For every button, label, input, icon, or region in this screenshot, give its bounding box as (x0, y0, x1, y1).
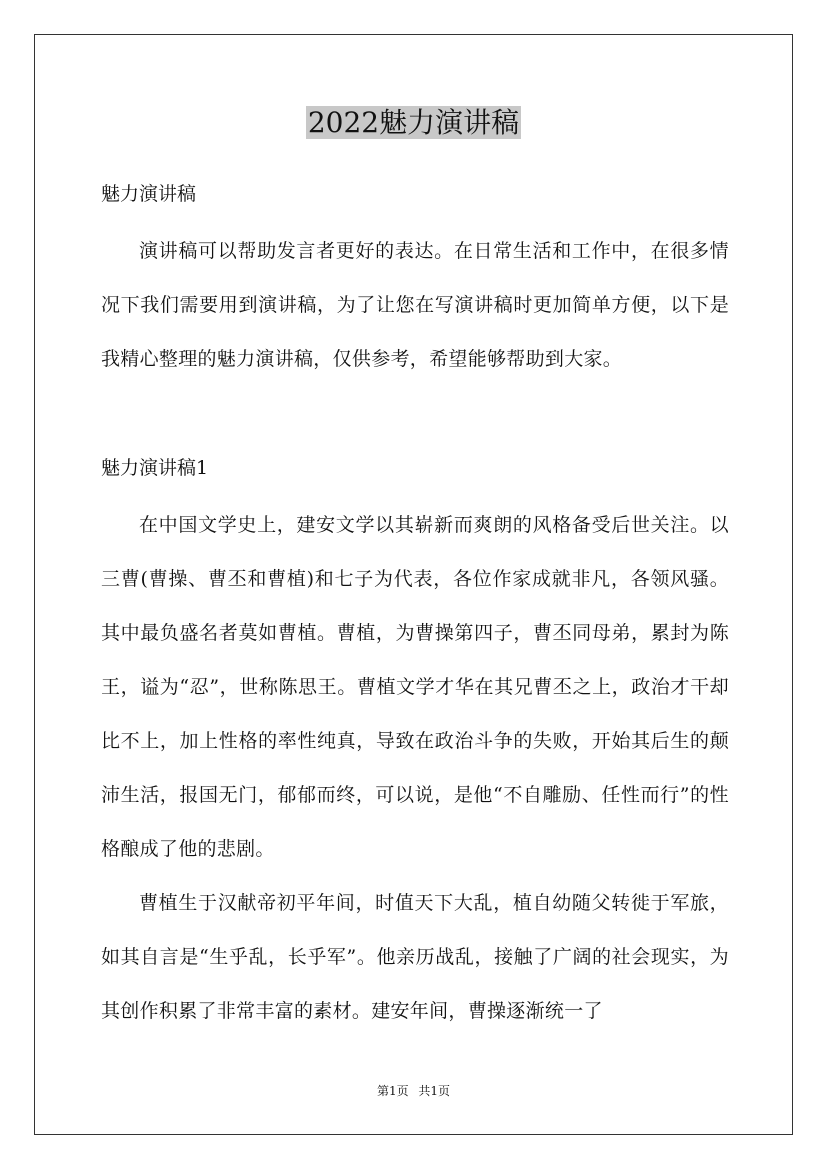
document-subtitle: 魅力演讲稿 (101, 183, 197, 205)
spacer (101, 386, 729, 446)
document-title (0, 103, 827, 143)
spacer (101, 490, 729, 498)
page-number: 第1页 (376, 1084, 409, 1098)
intro-paragraph: 演讲稿可以帮助发言者更好的表达。在日常生活和工作中，在很多情况下我们需要用到演讲稿，为了让您在写演讲稿时更加简单方便，以下是我精心整理的魅力演讲稿，仅供参考，希望能够帮助到大家。 (101, 240, 729, 370)
spacer (101, 216, 729, 224)
page-total: 共1页 (418, 1084, 451, 1098)
section-heading: 魅力演讲稿1 (101, 457, 209, 479)
body-paragraph: 曹植生于汉献帝初平年间，时值天下大乱，植自幼随父转徙于军旅，如其自言是“生乎乱，长乎军”。他亲历战乱，接触了广阔的社会现实，为其创作积累了非常丰富的素材。建安年间，曹操逐渐统一了 (101, 892, 729, 1022)
document-body (101, 172, 729, 1038)
document-title-text: 2022魅力演讲稿 (307, 106, 520, 139)
body-paragraph: 在中国文学史上，建安文学以其崭新而爽朗的风格备受后世关注。以三曹(曹操、曹丕和曹植)和七子为代表，各位作家成就非凡，各领风骚。其中最负盛名者莫如曹植。曹植，为曹操第四子，曹丕同母弟，累封为陈王，谥为“忍”，世称陈思王。曹植文学才华在其兄曹丕之上，政治才干却比不上，加上性格的率性纯真，导致在政治斗争的失败，开始其后生的颠沛生活，报国无门，郁郁而终，可以说，是他“不自雕励、任性而行”的性格酿成了他的悲剧。 (101, 514, 729, 860)
page-footer (0, 1082, 827, 1100)
